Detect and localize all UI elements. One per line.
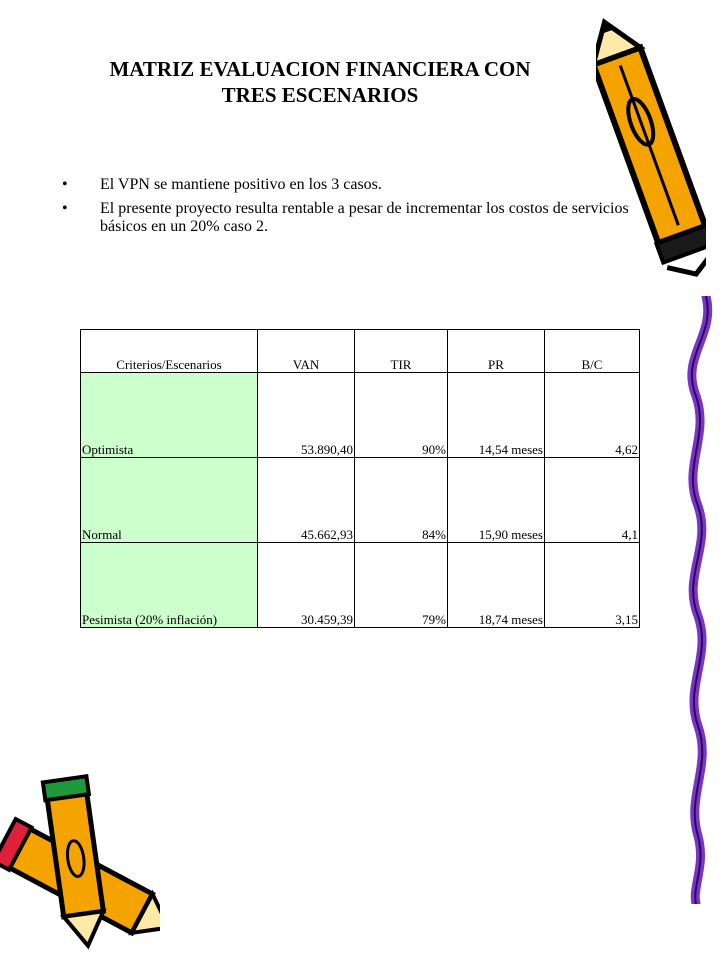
- scenario-label: Normal: [81, 458, 258, 543]
- title-line-2: TRES ESCENARIOS: [221, 83, 419, 107]
- bc-value: 3,15: [545, 543, 640, 628]
- pencil-icon: [596, 10, 706, 292]
- page-title: [60, 56, 580, 108]
- header-bc: B/C: [545, 330, 640, 373]
- bullet-item: [62, 176, 642, 194]
- header-tir: TIR: [355, 330, 448, 373]
- bullet-text: El presente proyecto resulta rentable a pesar de incrementar los costos de servicios básicos en un 20% caso 2.: [100, 200, 629, 235]
- tir-value: 79%: [355, 543, 448, 628]
- van-value: 30.459,39: [258, 543, 355, 628]
- crossed-pencils-icon: [0, 770, 160, 954]
- header-van: VAN: [258, 330, 355, 373]
- table-row: [81, 458, 640, 543]
- evaluation-matrix-table: [80, 329, 640, 628]
- table-header-row: [81, 330, 640, 373]
- table-row: [81, 543, 640, 628]
- bullet-text: El VPN se mantiene positivo en los 3 casos.: [100, 176, 382, 193]
- tir-value: 84%: [355, 458, 448, 543]
- bullet-dot: •: [62, 200, 68, 217]
- scenario-label: Pesimista (20% inflación): [81, 543, 258, 628]
- bullet-item: [62, 200, 642, 236]
- scenario-label: Optimista: [81, 373, 258, 458]
- pr-value: 15,90 meses: [448, 458, 545, 543]
- wavy-line: [676, 296, 716, 904]
- tir-value: 90%: [355, 373, 448, 458]
- van-value: 45.662,93: [258, 458, 355, 543]
- pr-value: 18,74 meses: [448, 543, 545, 628]
- bc-value: 4,1: [545, 458, 640, 543]
- van-value: 53.890,40: [258, 373, 355, 458]
- bullet-list: [62, 176, 642, 242]
- bc-value: 4,62: [545, 373, 640, 458]
- title-line-1: MATRIZ EVALUACION FINANCIERA CON: [109, 57, 531, 81]
- header-pr: PR: [448, 330, 545, 373]
- header-criterios: Criterios/Escenarios: [81, 330, 258, 373]
- table-row: [81, 373, 640, 458]
- pr-value: 14,54 meses: [448, 373, 545, 458]
- bullet-dot: •: [62, 176, 68, 193]
